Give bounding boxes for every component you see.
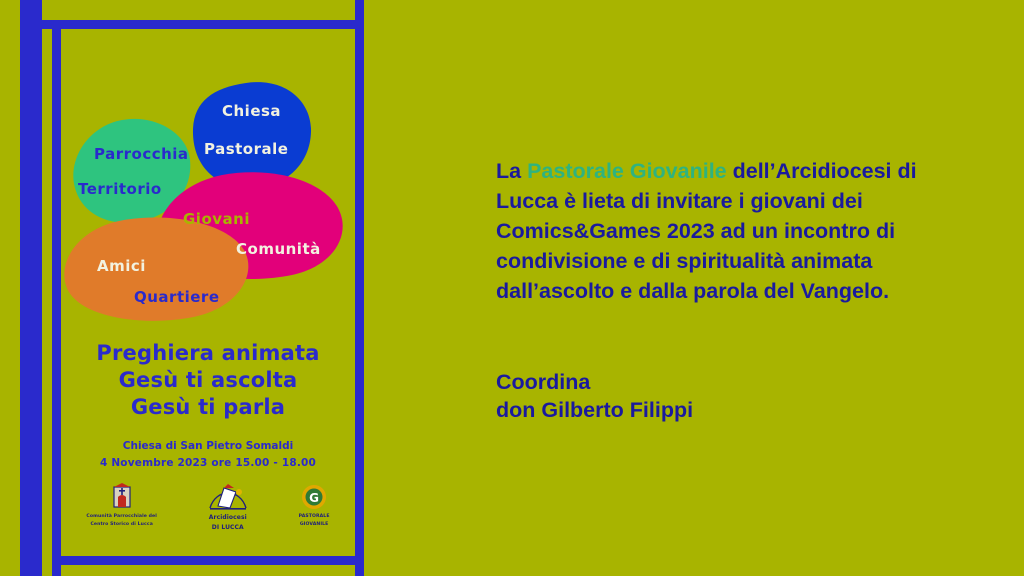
poster-title-line-3: Gesù ti parla [130,395,286,419]
blob-label-giovani: Giovani [183,210,250,228]
coordinator-label: Coordina [496,370,591,394]
paragraph-rest: dell’Arcidiocesi di Lucca è lieta di invitare i giovani dei Comics&Games 2023 ad un incontro di condivisione e di spiritualità animata dall’ascolto e dalla parola del Vangelo. [496,158,917,303]
comunita-parrocchiale-caption-1: Comunità Parrocchiale del [86,514,157,519]
pastorale-giovanile-icon [299,482,330,512]
blob-label-comunita: Comunità [236,240,321,258]
pastorale-giovanile-caption-1: PASTORALE [298,514,330,519]
paragraph-prefix: La [496,158,528,183]
poster-date-time: 4 Novembre 2023 ore 15.00 - 18.00 [99,457,317,469]
blob-label-quartiere: Quartiere [134,288,220,306]
frame-bar-top-right-stub [355,0,364,22]
arcidiocesi-lucca-caption-2: DI LUCCA [211,524,244,531]
frame-bar-left-inner [52,20,61,576]
poster-venue-block [62,438,354,472]
poster-logo-strip [62,482,354,542]
poster-title [62,340,354,421]
blob-amici-quartiere [62,218,252,323]
pastorale-giovanile-logo [299,482,330,528]
coordinator-block [496,368,966,424]
paragraph-highlight: Pastorale Giovanile [527,158,727,183]
blob-label-pastorale: Pastorale [204,140,289,158]
frame-bar-top [20,20,364,29]
comunita-parrocchiale-caption-2: Centro Storico di Lucca [90,522,153,527]
invitation-paragraph [496,156,966,306]
blob-label-territorio: Territorio [78,180,162,198]
poster-panel [0,0,424,576]
pastorale-giovanile-caption-2: GIOVANILE [299,522,329,527]
frame-bar-right [355,0,364,576]
blob-label-amici: Amici [97,257,146,275]
poster-venue: Chiesa di San Pietro Somaldi [122,440,294,452]
arcidiocesi-lucca-caption-1: Arcidiocesi [208,514,247,521]
comunita-parrocchiale-icon [86,482,157,512]
frame-bar-left-outer [20,0,42,576]
text-panel [424,0,1024,576]
poster-title-line-1: Preghiera animata [96,341,320,365]
blob-label-chiesa: Chiesa [222,102,282,120]
svg-text:G: G [309,491,320,505]
arcidiocesi-lucca-logo [206,482,250,532]
frame-bar-bottom [52,556,364,565]
arcidiocesi-lucca-icon [206,482,250,512]
blob-label-parrocchia: Parrocchia [94,145,189,163]
coordinator-name: don Gilberto Filippi [496,398,694,422]
poster-title-line-2: Gesù ti ascolta [118,368,298,392]
comunita-parrocchiale-logo [86,482,157,528]
